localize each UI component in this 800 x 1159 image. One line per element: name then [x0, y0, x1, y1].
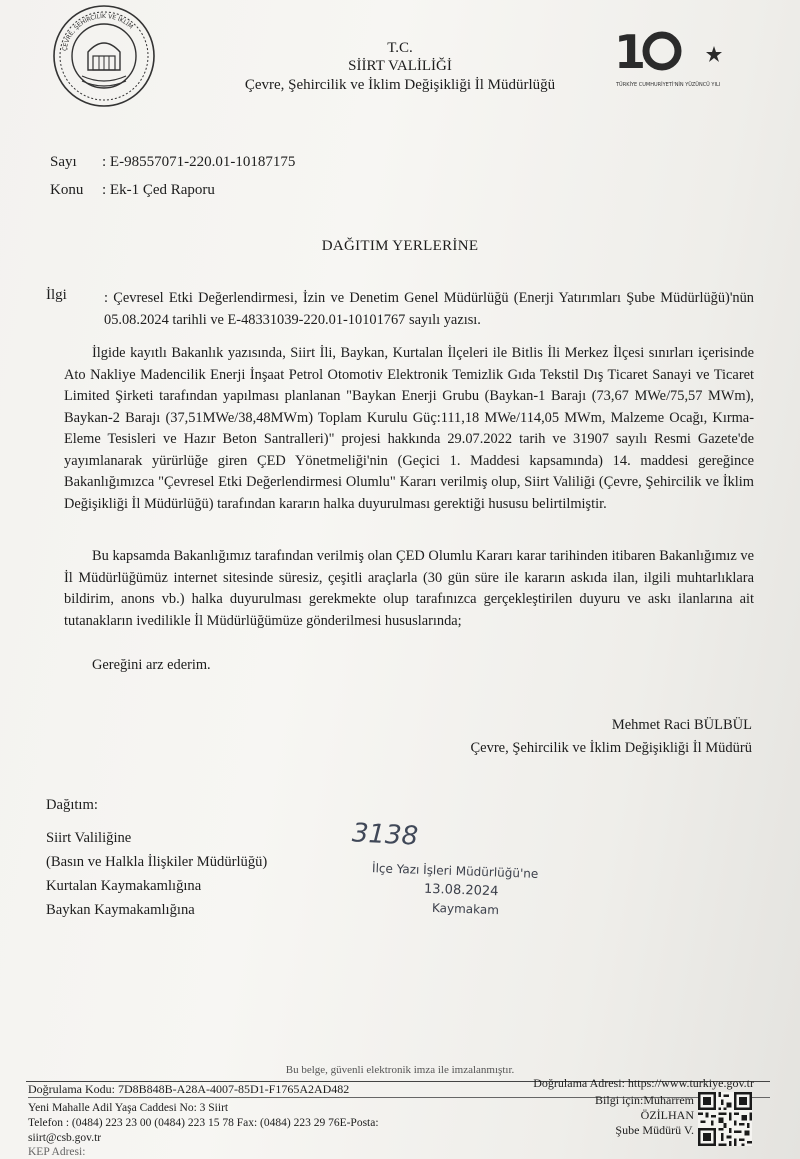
header-directorate: Çevre, Şehircilik ve İklim Değişikliği İl Müdürlüğü — [244, 77, 556, 93]
centenary-caption: TÜRKİYE CUMHURİYETİ'NİN YÜZÜNCÜ YILI — [616, 82, 721, 88]
ilgi-label: İlgi — [46, 287, 67, 303]
body-paragraph-2: Bu kapsamda Bakanlığımız tarafından verilmiş olan ÇED Olumlu Kararı karar tarihinden itibaren Bakanlığımız ve İl Müdürlüğümüz internet sitesinde süresiz, çeşitli araçlarla (30 gün süre ile kararın askıda ilan, ilgili muhtarlıklara bildirim, anons vb.) halka duyurulması gerekmekte olup tarafınızca gerçekleştirilen duyuru ve askı ilanlarına ait tutanakların ivedilikle İl Müdürlüğümüze gönderilmesi hususlarında; — [64, 548, 754, 629]
verification-address: Doğrulama Adresi: https://www.turkiye.gov.tr — [533, 1076, 754, 1090]
footer-address: Yeni Mahalle Adil Yaşa Caddesi No: 3 Siirt — [28, 1102, 229, 1114]
sayi-value: : E-98557071-220.01-10187175 — [102, 154, 296, 170]
distribution-heading: Dağıtım: — [46, 797, 98, 813]
distribution-item: (Basın ve Halkla İlişkiler Müdürlüğü) — [46, 854, 268, 870]
esign-note: Bu belge, güvenli elektronik imza ile imzalanmıştır. — [285, 1064, 515, 1076]
handwritten-registry-number: 3138 — [351, 818, 419, 852]
svg-text:1: 1 — [614, 25, 647, 79]
verification-code: Doğrulama Kodu: 7D8B848B-A28A-4007-85D1-F1765A2AD482 — [28, 1082, 350, 1096]
footer-kep: KEP Adresi: — [28, 1146, 86, 1158]
body-paragraph-3: Gereğini arz ederim. — [92, 657, 211, 673]
svg-text:ÇEVRE, ŞEHİRCİLİK VE İKLİM: ÇEVRE, ŞEHİRCİLİK VE İKLİM — [61, 12, 135, 52]
info-contact-1: Bilgi için:Muharrem — [595, 1093, 694, 1107]
header-governorship: SİİRT VALİLİĞİ — [348, 58, 452, 74]
footer-email: siirt@csb.gov.tr — [28, 1132, 102, 1144]
sayi-label: Sayı — [50, 154, 77, 170]
distribution-item: Siirt Valiliğine — [46, 830, 132, 846]
signer-title: Çevre, Şehircilik ve İklim Değişikliği İl Müdürü — [470, 740, 752, 756]
footer-phone: Telefon : (0484) 223 23 00 (0484) 223 15 78 Fax: (0484) 223 29 76E-Posta: — [28, 1117, 379, 1129]
info-contact-2: ÖZİLHAN — [640, 1108, 694, 1122]
konu-label: Konu — [50, 182, 84, 198]
distribution-item: Kurtalan Kaymakamlığına — [46, 878, 202, 894]
header-tc: T.C. — [387, 40, 413, 56]
qr-code-icon — [698, 1092, 752, 1146]
info-contact-3: Şube Müdürü V. — [615, 1123, 694, 1137]
signer-name: Mehmet Raci BÜLBÜL — [611, 717, 752, 733]
ilgi-text: : Çevresel Etki Değerlendirmesi, İzin ve Denetim Genel Müdürlüğü (Enerji Yatırımları Şube Müdürlüğü)'nün 05.08.2024 tarihli ve E-48331039-220.01-10101767 sayılı yazısı. — [104, 290, 754, 328]
distribution-item: Baykan Kaymakamlığına — [46, 902, 195, 918]
body-paragraph-1: İlgide kayıtlı Bakanlık yazısında, Siirt İli, Baykan, Kurtalan İlçeleri ile Bitlis İli Merkez İlçesi sınırları içerisinde Ato Nakliye Madencilik Enerji İnşaat Petrol Otomotiv Elektronik Temizlik Gıda Tekstil Dış Ticaret Sanayi ve Ticaret Limited Şirketi tarafından yapılması planlanan "Baykan Enerji Grubu (Baykan-1 Barajı (73,67 MWe/75,57 MWm), Baykan-2 Barajı (37,51MWe/38,48MWm) Toplam Kurulu Güç:111,18 MWe/114,05 MWm, Malzeme Ocağı, Kırma-Eleme Tesisleri ve Hazır Beton Santralleri)" projesi hakkında 29.07.2022 tarih ve 31907 sayılı Resmi Gazete'de yayımlanarak yürürlüğe giren ÇED Yönetmeliği'nin (Geçici 1. Maddesi kapsamında) 14. maddesi gereğince Bakanlığımızca "Çevresel Etki Değerlendirmesi Olumlu" Kararı verilmiş olup, Siirt Valiliği (Çevre, Şehircilik ve İklim Değişikliği İl Müdürlüğü) tarafından kararın halka duyurulması gerektiği hususu belirtilmiştir. — [64, 345, 754, 512]
document-title: DAĞITIM YERLERİNE — [321, 238, 479, 254]
stamp-date: 13.08.2024 — [423, 881, 499, 900]
stamp-line-3: Kaymakam — [431, 900, 500, 918]
stamp-line-1: İlçe Yazı İşleri Müdürlüğü'ne — [371, 861, 539, 881]
konu-value: : Ek-1 Çed Raporu — [102, 182, 215, 198]
